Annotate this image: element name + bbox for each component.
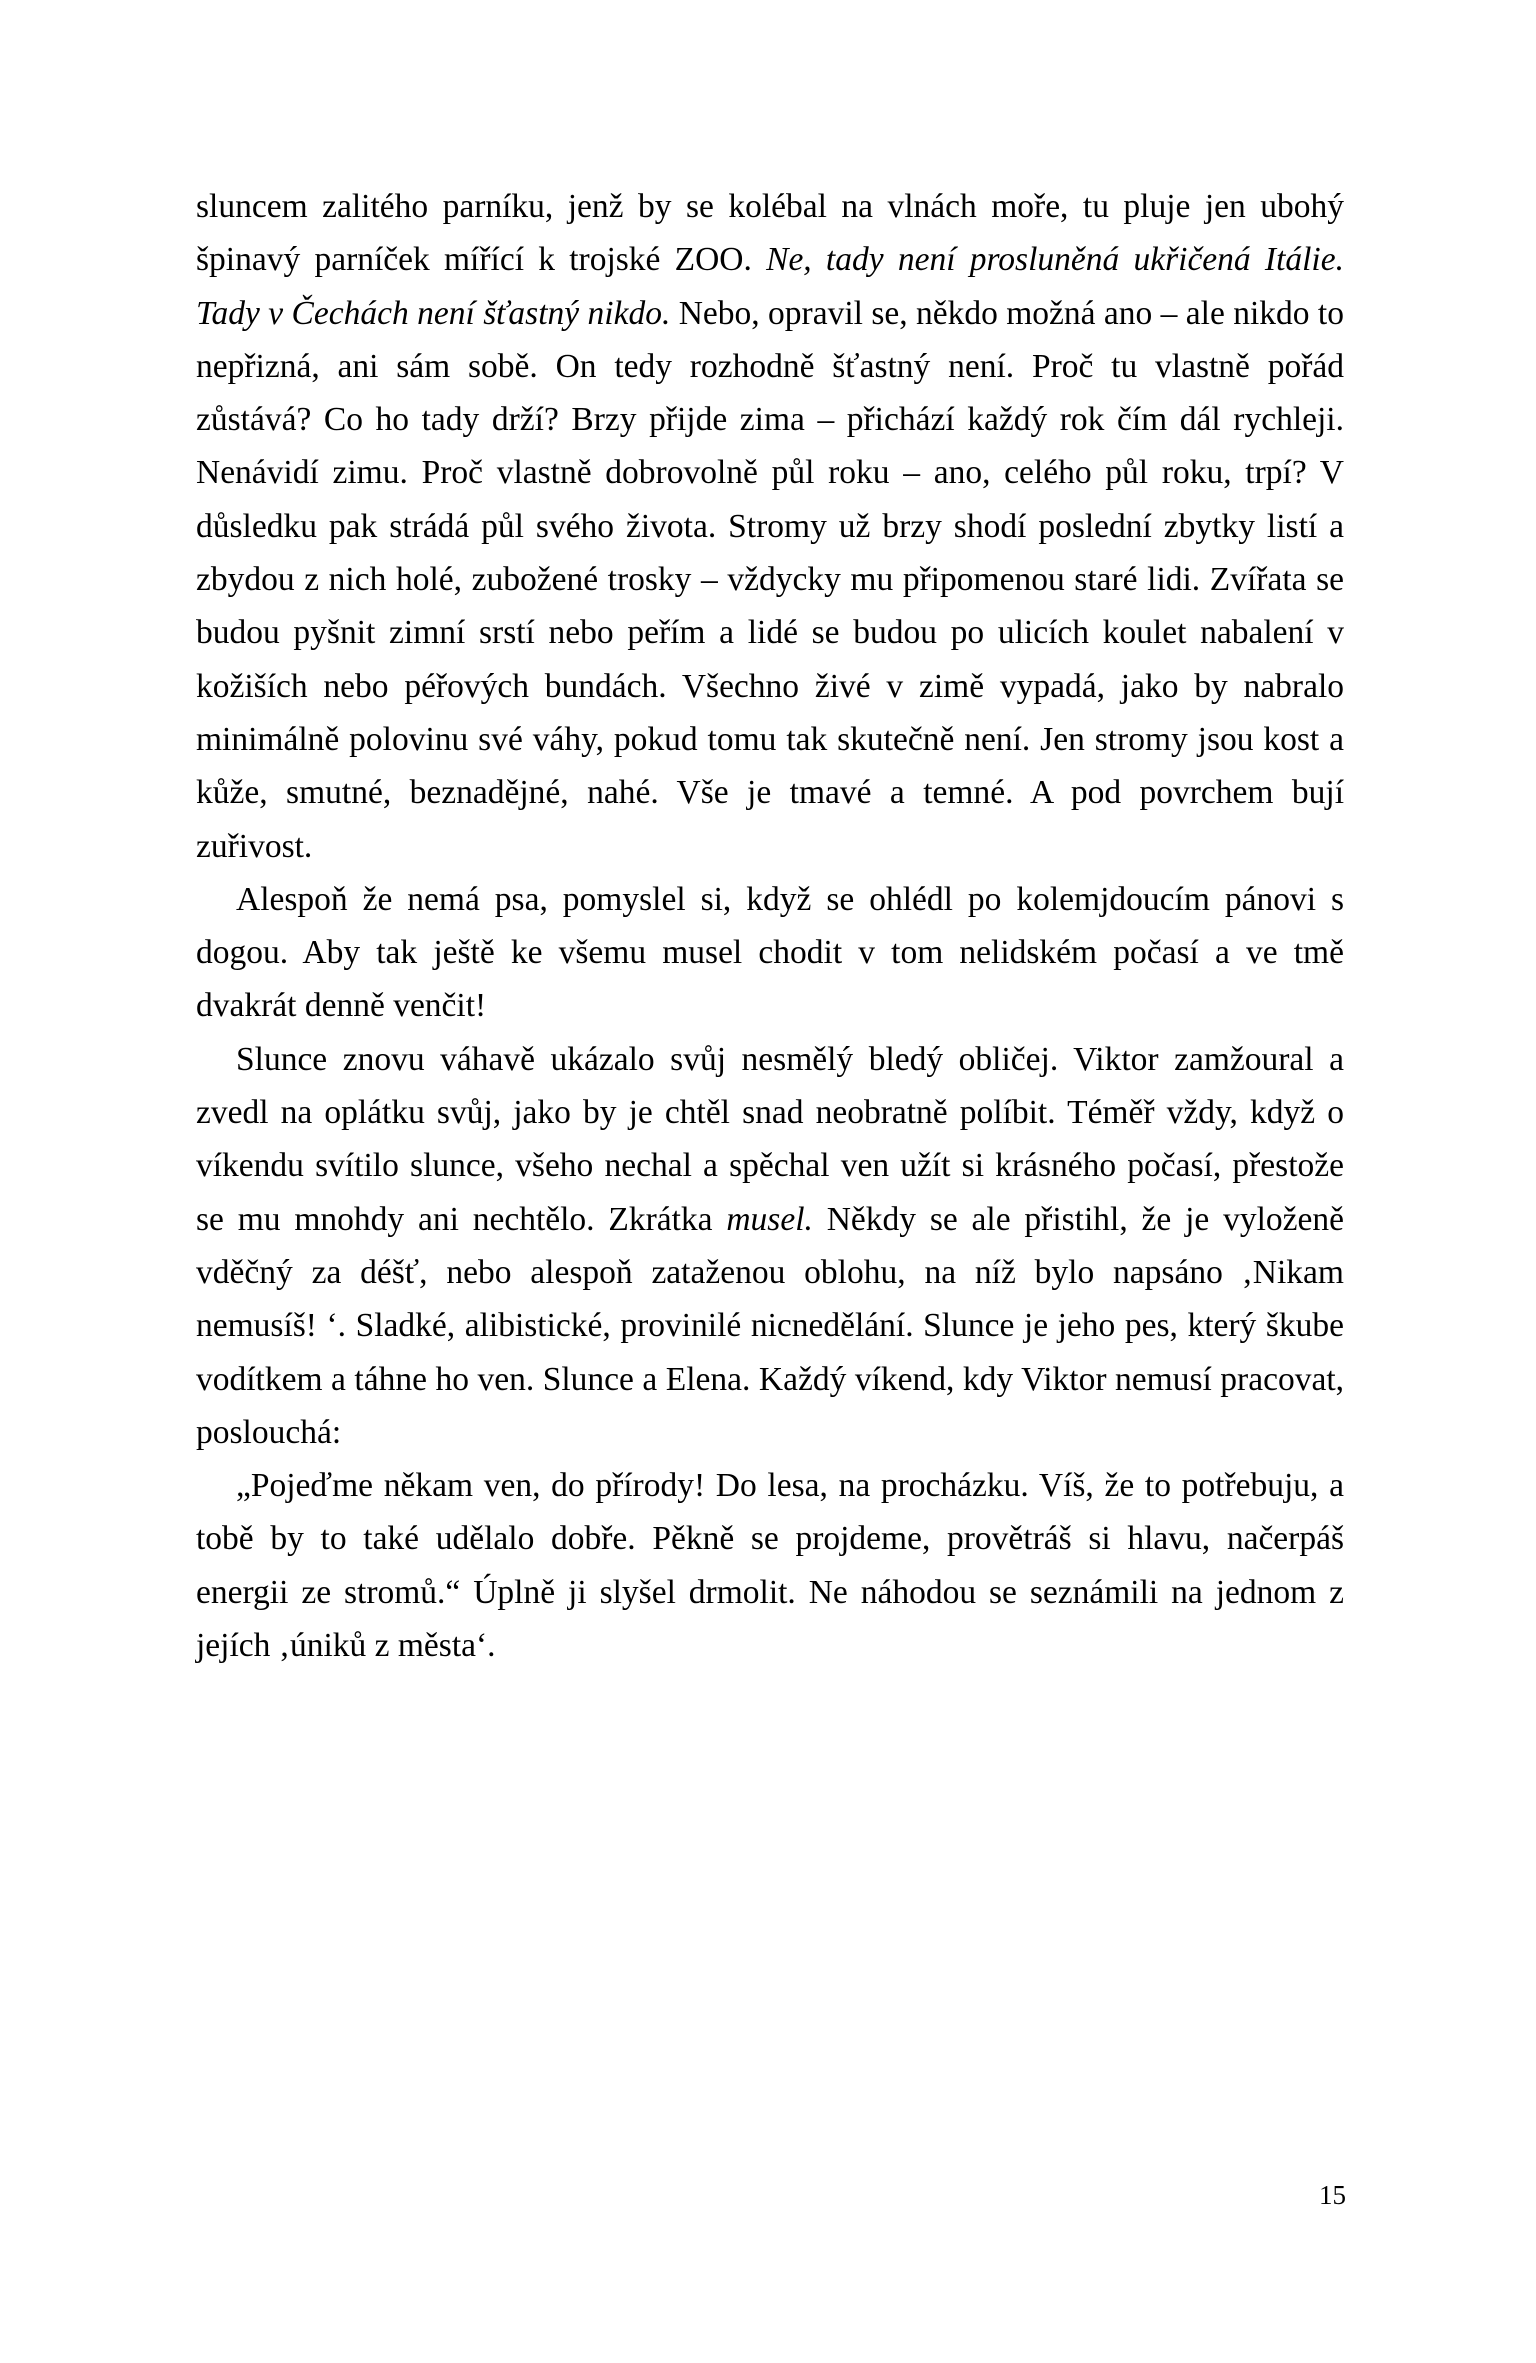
italic-text-run: Ne, tady není prosluněná ukřičená Itálie. Tady v Čechách není šťastný nikdo. [196,241,1344,332]
text-run: „Pojeďme někam ven, do přírody! Do lesa, na procházku. Víš, že to potřebuju, a tobě by to také udělalo dobře. Pěkně se projdeme, provětráš si hlavu, načerpáš energii ze stromů.“ Úplně ji slyšel drmolit. Ne náhodou se seznámili na jednom z jejích ‚úniků z města‘. [196,1467,1344,1665]
paragraph [196,1459,1344,1672]
paragraph [196,180,1344,873]
text-run: Slunce znovu váhavě ukázalo svůj nesmělý bledý obličej. Viktor zamžoural a zvedl na oplátku svůj, jako by je chtěl snad neobratně políbit. Téměř vždy, když o víkendu svítilo slunce, všeho nechal a spěchal ven užít si krásného počasí, přestože se mu mnohdy ani nechtělo. Zkrátka [196,1040,1344,1238]
page-body-text [196,180,1344,1672]
paragraph [196,1033,1344,1459]
text-run: Alespoň že nemá psa, pomyslel si, když se ohlédl po kolemjdoucím pánovi s dogou. Aby tak ještě ke všemu musel chodit v tom nelidském počasí a ve tmě dvakrát denně venčit! [196,880,1344,1025]
paragraph [196,873,1344,1033]
text-run: Nebo, opravil se, někdo možná ano – ale nikdo to nepřizná, ani sám sobě. On tedy rozhodně šťastný není. Proč tu vlastně pořád zůstává? Co ho tady drží? Brzy přijde zima – přichází každý rok čím dál rychleji. Nenávidí zimu. Proč vlastně dobrovolně půl roku – ano, celého půl roku, trpí? V důsledku pak strádá půl svého života. Stromy už brzy shodí poslední zbytky listí a zbydou z nich holé, zubožené trosky – vždycky mu připomenou staré lidi. Zvířata se budou pyšnit zimní srstí nebo peřím a lidé se budou po ulicích koulet nabalení v kožiších nebo péřových bundách. Všechno živé v zimě vypadá, jako by nabralo minimálně polovinu své váhy, pokud tomu tak skutečně není. Jen stromy jsou kost a kůže, smutné, beznadějné, nahé. Vše je tmavé a temné. A pod povrchem bují zuřivost. [196,294,1344,865]
italic-text-run: musel. [726,1200,813,1238]
text-run: Někdy se ale přistihl, že je vyloženě vděčný za déšť, nebo alespoň zataženou oblohu, na níž bylo napsáno ‚Nikam nemusíš! ‘. Sladké, alibistické, provinilé nicnedělání. Slunce je jeho pes, který škube vodítkem a táhne ho ven. Slunce a Elena. Každý víkend, kdy Viktor nemusí pracovat, poslouchá: [196,1200,1344,1451]
text-run: sluncem zalitého parníku, jenž by se kolébal na vlnách moře, tu pluje jen ubohý špinavý parníček mířící k trojské ZOO. [196,188,1344,279]
page-number: 15 [1319,2180,1346,2210]
